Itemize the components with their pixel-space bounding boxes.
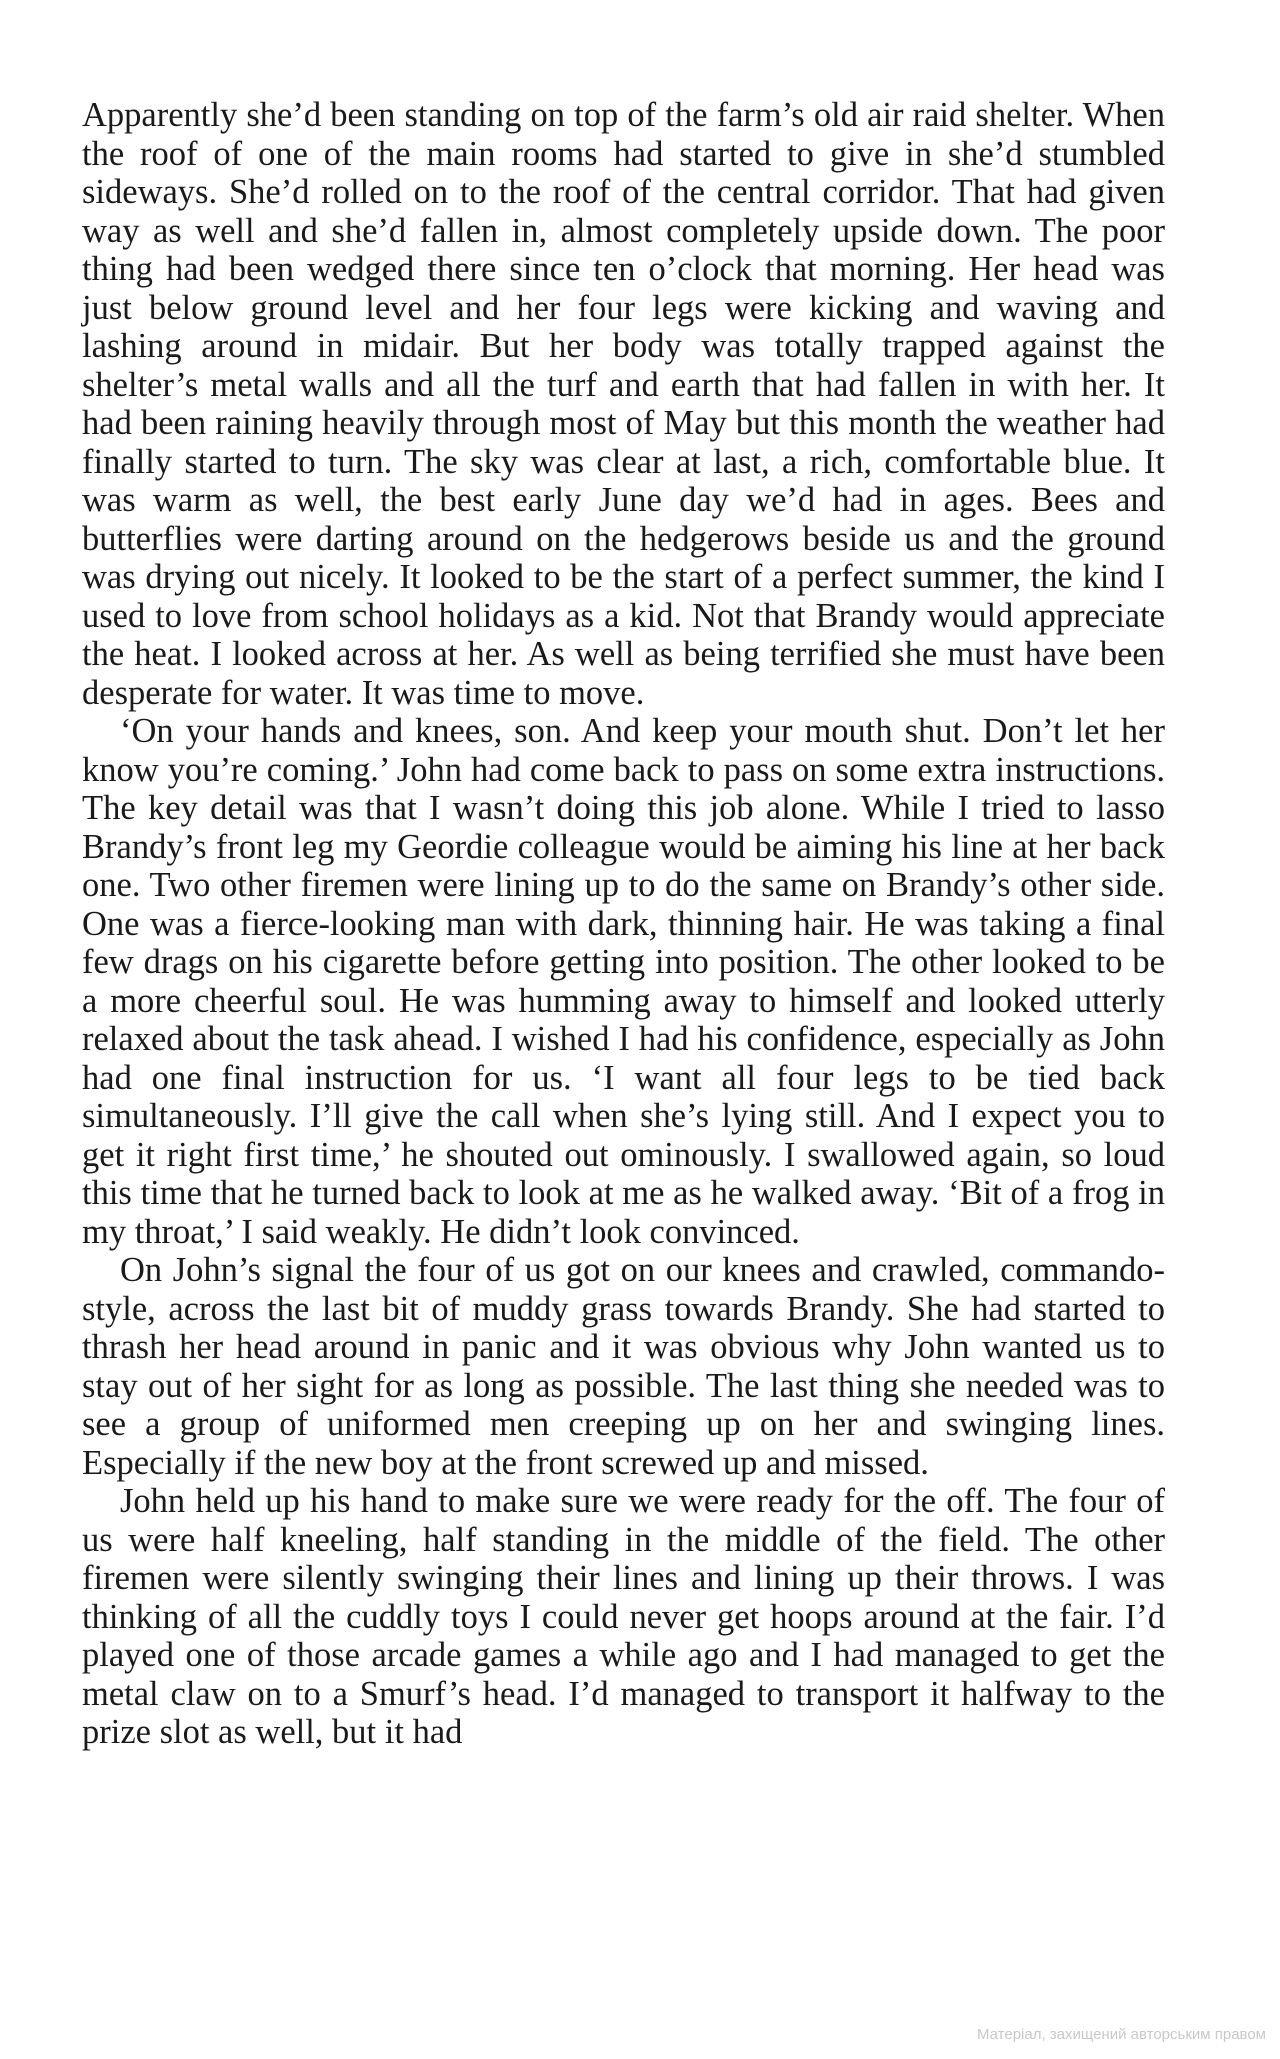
paragraph-4: John held up his hand to make sure we were ready for the off. The four of us were half kneeling, half standing in the middle of the field. The other firemen were silently swinging their lines and lining up their throws. I was thinking of all the cuddly toys I could never get hoops around at the fair. I’d played one of those arcade games a while ago and I had managed to get the metal claw on to a Smurf’s head. I’d managed to transport it halfway to the prize slot as well, but it had <box>82 1482 1165 1751</box>
copyright-watermark: Матеріал, захищений авторським правом <box>976 2026 1266 2043</box>
paragraph-1: Apparently she’d been standing on top of the farm’s old air raid shelter. When the roof of one of the main rooms had started to give in she’d stumbled sideways. She’d rolled on to the roof of the central corridor. That had given way as well and she’d fallen in, almost completely upside down. The poor thing had been wedged there since ten o’clock that morning. Her head was just below ground level and her four legs were kicking and waving and lashing around in midair. But her body was totally trapped against the shelter’s metal walls and all the turf and earth that had fallen in with her. It had been raining heavily through most of May but this month the weather had finally started to turn. The sky was clear at last, a rich, comfortable blue. It was warm as well, the best early June day we’d had in ages. Bees and butterflies were darting around on the hedgerows beside us and the ground was drying out nicely. It looked to be the start of a perfect summer, the kind I used to love from school holidays as a kid. Not that Brandy would appreciate the heat. I looked across at her. As well as being terrified she must have been desperate for water. It was time to move. <box>82 96 1165 712</box>
body-text <box>82 96 1165 1752</box>
paragraph-3: On John’s signal the four of us got on our knees and crawled, commando-style, across the last bit of muddy grass towards Brandy. She had started to thrash her head around in panic and it was obvious why John wanted us to stay out of her sight for as long as possible. The last thing she needed was to see a group of uniformed men creeping up on her and swinging lines. Especially if the new boy at the front screwed up and missed. <box>82 1251 1165 1482</box>
paragraph-2: ‘On your hands and knees, son. And keep your mouth shut. Don’t let her know you’re coming.’ John had come back to pass on some extra instructions. The key detail was that I wasn’t doing this job alone. While I tried to lasso Brandy’s front leg my Geordie colleague would be aiming his line at her back one. Two other firemen were lining up to do the same on Brandy’s other side. One was a fierce-looking man with dark, thinning hair. He was taking a final few drags on his cigarette before getting into position. The other looked to be a more cheerful soul. He was humming away to himself and looked utterly relaxed about the task ahead. I wished I had his confidence, especially as John had one final instruction for us. ‘I want all four legs to be tied back simultaneously. I’ll give the call when she’s lying still. And I expect you to get it right first time,’ he shouted out ominously. I swallowed again, so loud this time that he turned back to look at me as he walked away. ‘Bit of a frog in my throat,’ I said weakly. He didn’t look convinced. <box>82 712 1165 1251</box>
